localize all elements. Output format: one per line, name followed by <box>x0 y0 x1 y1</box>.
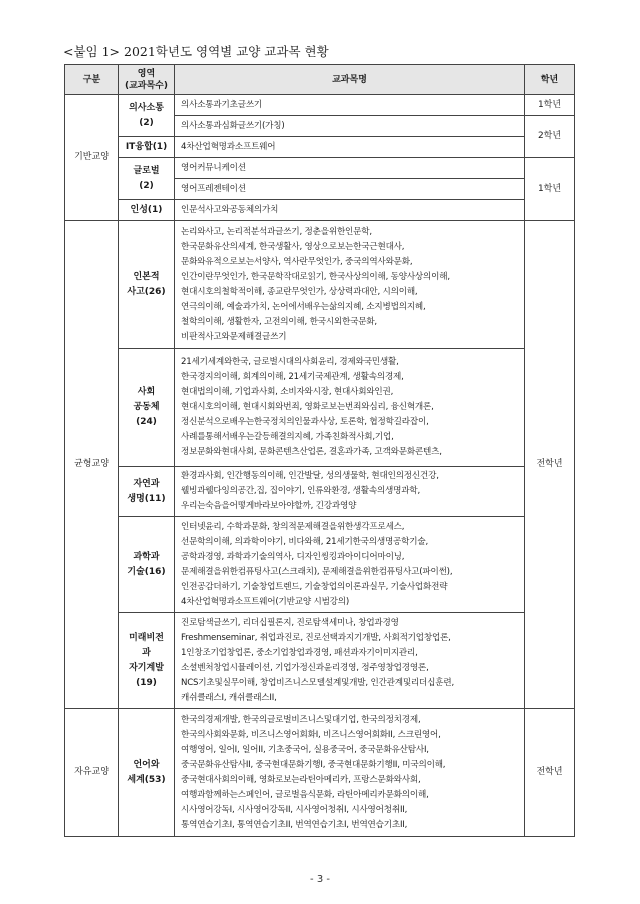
list-item: 비판적사고와문제해결글쓰기 <box>181 331 287 342</box>
area-language-count: 세계(53) <box>127 774 166 785</box>
group-basic: 기반교양 <box>65 95 119 221</box>
header-grade: 학년 <box>525 65 575 95</box>
table-row <box>65 467 575 517</box>
course-list-science <box>175 517 525 613</box>
course-list-nature <box>175 467 525 517</box>
area-social-name2: 공동체 <box>133 402 160 412</box>
list-item: 4차산업혁명과소프트웨어(기반교양 시범강의) <box>181 596 350 607</box>
grade-all-free: 전학년 <box>525 709 575 837</box>
area-future-name1: 미래비전 <box>129 632 164 643</box>
list-item: 한국의경제개발, 한국의글로벌비즈니스및대기업, 한국의정치경제, <box>181 714 421 725</box>
list-item: 환경과사회, 인간행동의이해, 인간발달, 성의생물학, 현대인의정신건강, <box>181 471 439 481</box>
course-list-social <box>175 349 525 467</box>
group-free: 자유교양 <box>65 709 119 837</box>
course-global-communication: 영어커뮤니케이션 <box>175 158 525 179</box>
table-row <box>65 95 575 116</box>
course-comm-basic: 의사소통과기초글쓰기 <box>175 95 525 116</box>
area-future-count: (19) <box>136 677 157 688</box>
table-header-row <box>65 65 575 95</box>
list-item: 선문학의이해, 의과학이야기, 비다와해, 21세기한국의생명공학기술, <box>181 536 429 547</box>
list-item: 논리와사고, 논리적분석과글쓰기, 정춘을위한인문학, <box>181 226 372 237</box>
list-item: 정보문화와현대사회, 문화콘텐츠산업론, 결혼과가족, 고객와문화콘텐츠, <box>181 447 442 457</box>
list-item: 소셜벤처창업시뮬레이션, 기업가정신과윤리경영, 정주영창업경영론, <box>181 662 429 673</box>
table-row <box>65 200 575 221</box>
area-future-name3: 자기계발 <box>129 662 164 673</box>
list-item: NCS기초및실무이해, 창업비즈니스모델설계및개발, 인간관계및리더십훈련, <box>181 677 454 688</box>
list-item: 1인창조기업창업론, 중소기업창업과경영, 패션과자기이미지관리, <box>181 647 418 658</box>
area-global-name: 글로벌 <box>133 165 160 176</box>
list-item: 우리는숙음을어떻게바라보아야할까, 긴강과영양 <box>181 501 357 511</box>
area-humanities-name: 인본적 <box>133 271 160 282</box>
course-it: 4차산업혁명과소프트웨어 <box>175 137 525 158</box>
list-item: 인터넷윤리, 수학과문화, 창의적문제해결을위한생각프로세스, <box>181 521 405 532</box>
area-science-count: 기술(16) <box>127 566 166 577</box>
header-gubun: 구분 <box>65 65 119 95</box>
course-list-humanities <box>175 221 525 349</box>
page-number: - 3 - <box>310 874 330 885</box>
course-character: 인문석사고와공동체의가치 <box>175 200 525 221</box>
list-item: 통역연습기초I, 통역연습기초II, 번역연습기초I, 번역연습기초II, <box>181 819 408 830</box>
area-global-count: (2) <box>139 180 154 191</box>
area-humanities-count: 사고(26) <box>127 286 166 297</box>
group-balanced: 균형교양 <box>65 221 119 709</box>
list-item: 공학과경영, 과학과기술의역사, 디자인씽킹과아이디어마이닝, <box>181 551 405 562</box>
area-future-name2: 과 <box>142 647 151 658</box>
header-area <box>119 65 175 95</box>
area-humanities <box>119 221 175 349</box>
area-science <box>119 517 175 613</box>
area-future <box>119 613 175 709</box>
grade-first-global: 1학년 <box>525 158 575 221</box>
area-social-name1: 사회 <box>137 387 156 397</box>
area-communication-count: (2) <box>139 117 154 128</box>
list-item: 연극의이해, 예술과가치, 논어에서배우는삶의지혜, 소지병법의지혜, <box>181 301 426 312</box>
curriculum-table <box>64 64 575 837</box>
grade-second: 2학년 <box>525 116 575 158</box>
area-language <box>119 709 175 837</box>
header-area-line2: (교과목수) <box>124 80 168 91</box>
list-item: 인전공감더하기, 기술창업트렌드, 기술창업의이론과실무, 기술사업화전략 <box>181 581 448 592</box>
header-area-line1: 영역 <box>137 68 156 79</box>
list-item: 웰빙과웰다잉의공간,집, 집이야기, 인류와환경, 생활속의생명과학, <box>181 486 420 496</box>
area-communication <box>119 95 175 137</box>
list-item: 중국현대사회의이해, 영화로보는라틴아메리카, 프랑스문화와사회, <box>181 774 421 785</box>
list-item: 시사영어강독I, 시사영어강독II, 시사영어청취I, 시사영어청취II, <box>181 804 408 815</box>
course-global-presentation: 영어프레젠테이션 <box>175 179 525 200</box>
area-it: IT융합(1) <box>119 137 175 158</box>
area-nature <box>119 467 175 517</box>
area-nature-name: 자연과 <box>133 478 160 489</box>
list-item: 철학의이해, 생활한자, 고전의이해, 한국시외한국문화, <box>181 316 377 327</box>
list-item: Freshmenseminar, 취업과진로, 진로선택과지기개발, 사회적기업창업론, <box>181 632 451 643</box>
area-character: 인성(1) <box>119 200 175 221</box>
area-language-name: 언어와 <box>133 759 160 770</box>
list-item: 정신분석으로배우는한국정치의인물과사상, 토론학, 협정학길라잡이, <box>181 417 429 427</box>
course-comm-advanced: 의사소통과심화글쓰기(가칭) <box>175 116 525 137</box>
list-item: 여행영어, 일어I, 일어II, 기초중국어, 실용중국어, 중국문화유산탐사I, <box>181 744 429 755</box>
table-row <box>65 137 575 158</box>
area-social-count: (24) <box>136 417 157 427</box>
area-social <box>119 349 175 467</box>
grade-all-balanced: 전학년 <box>525 221 575 709</box>
list-item: 현대시호의철학적이해, 종교란무엇인가, 상상력과대안, 시의이해, <box>181 286 418 297</box>
list-item: 중국문화유산탐사II, 중국현대문화기행I, 중국현대문화기행II, 미국의이해, <box>181 759 446 770</box>
list-item: 한국문화유산의세계, 한국생활사, 영상으로보는한국근현대사, <box>181 241 405 252</box>
list-item: 인간이란무엇인가, 한국문학작대로읽기, 한국사상의이해, 동양사상의이해, <box>181 271 450 282</box>
table-row <box>65 158 575 179</box>
course-list-language <box>175 709 525 837</box>
list-item: 현대시호의이해, 현대시회와번죄, 영화로보는번죄와심리, 융신혁개론, <box>181 402 434 412</box>
list-item: 캐쉬클래스I, 캐쉬클래스II, <box>181 692 277 703</box>
list-item: 한국경지의이해, 회계의이해, 21세기국제관계, 생활속의경제, <box>181 372 404 382</box>
grade-first: 1학년 <box>525 95 575 116</box>
list-item: 21세기세계와한국, 글로벌시대의사회윤리, 경제와국민생활, <box>181 357 399 367</box>
list-item: 여행과함께하는스페인어, 글로벌음식문화, 라틴아메리카문화의이해, <box>181 789 429 800</box>
table-row <box>65 221 575 349</box>
area-communication-name: 의사소통 <box>129 102 164 113</box>
list-item: 진로탐색글쓰기, 리더십필론지, 진로탐색세미나, 창업과경영 <box>181 617 399 628</box>
list-item: 한국의사회와문화, 비즈니스영어회화I, 비즈니스영어회화II, 스크린영어, <box>181 729 441 740</box>
table-row <box>65 613 575 709</box>
list-item: 문화와유적으로보는서양사, 역사란무엇인가, 중국의역사와문화, <box>181 256 413 267</box>
list-item: 사례를통해서배우는갈등해결의지혜, 가족친화적사회,기업, <box>181 432 394 442</box>
area-science-name: 과학과 <box>133 551 160 562</box>
list-item: 현대법의이해, 기업과사회, 소비자와시장, 현대사회와인권, <box>181 387 394 397</box>
table-row <box>65 349 575 467</box>
area-global <box>119 158 175 200</box>
header-courses: 교과목명 <box>175 65 525 95</box>
list-item: 문제해결을위한컴퓨팅사고(스크래치), 문제해결을위한컴퓨팅사고(파이썬), <box>181 566 453 577</box>
course-list-future <box>175 613 525 709</box>
table-row <box>65 517 575 613</box>
table-row <box>65 709 575 837</box>
area-nature-count: 생명(11) <box>127 493 166 504</box>
document-title: <붙임 1> 2021학년도 영역별 교양 교과목 현황 <box>63 44 329 59</box>
